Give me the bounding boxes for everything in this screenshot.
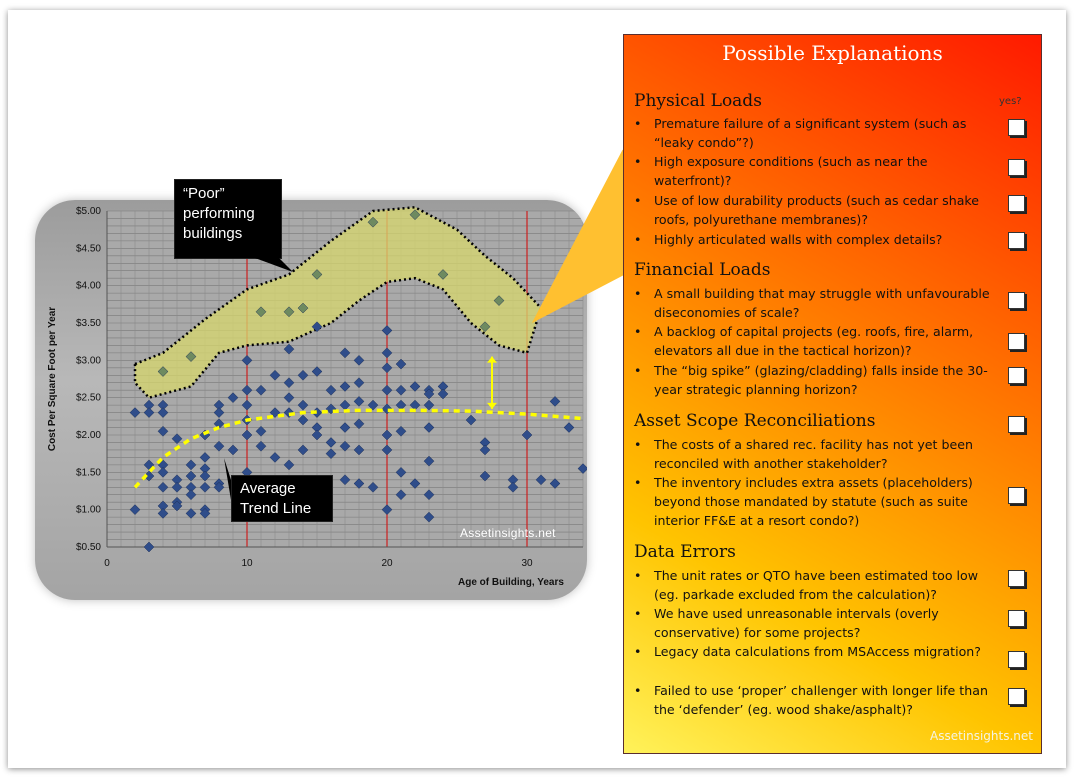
y-tick-label: $4.00 [75, 280, 101, 292]
checkbox-shared-facility[interactable] [1008, 416, 1025, 433]
checkbox-capital-backlog[interactable] [1008, 333, 1025, 350]
checkbox-legacy-data[interactable] [1008, 651, 1025, 668]
checkbox-extra-assets[interactable] [1008, 487, 1025, 504]
checkbox-big-spike[interactable] [1008, 367, 1025, 384]
y-tick-label: $3.00 [75, 355, 101, 367]
y-tick-label: $1.00 [75, 504, 101, 516]
x-tick-label: 20 [381, 558, 393, 569]
section-heading-physical-loads: Physical Loads [634, 91, 762, 111]
checkbox-unreasonable-intervals[interactable] [1008, 610, 1025, 627]
checkbox-unit-rates[interactable] [1008, 570, 1025, 587]
y-tick-label: $1.50 [75, 467, 101, 479]
checkbox-small-building[interactable] [1008, 292, 1025, 309]
yes-column-label: yes? [999, 96, 1022, 107]
y-tick-label: $5.00 [75, 206, 101, 217]
checkbox-low-durability[interactable] [1008, 195, 1025, 212]
x-axis-title: Age of Building, Years [458, 577, 564, 588]
checkbox-challenger[interactable] [1008, 688, 1025, 705]
checkbox-premature-failure[interactable] [1008, 119, 1025, 136]
y-tick-label: $3.50 [75, 318, 101, 329]
x-tick-label: 10 [241, 558, 253, 569]
y-tick-label: $4.50 [75, 243, 101, 255]
scatter-chart [35, 200, 587, 600]
checkbox-articulated-walls[interactable] [1008, 232, 1025, 249]
y-tick-label: $2.50 [75, 392, 101, 404]
y-tick-label: $2.00 [75, 430, 101, 441]
panel-title: Possible Explanations [722, 41, 943, 65]
section-heading-data-errors: Data Errors [634, 542, 736, 562]
trend-line-callout: Average Trend Line [231, 475, 333, 522]
panel-watermark: Assetinsights.net [929, 729, 1033, 743]
x-tick-label: 30 [521, 558, 533, 569]
chart-watermark: Assetinsights.net [460, 526, 556, 540]
explanations-panel: Possible Explanations yes? Physical Loads • Premature failure of a significant system (such as “leaky condo”?) • High exposure conditions (such as near the waterfront)? • Use of low durability products (such as cedar shake roofs, polyurethane membranes)? • Highly articulated walls with complex details? Financial Loads • A small building that may struggle with unfavourable diseconomies of scale? • A backlog of capital projects (eg. roofs, fire, alarm, elevators all due in the tactical horizon)? • The “big spike” (glazing/cladding) falls inside the 30-year strategic planning horizon? Asset Scope Reconciliations • The costs of a shared rec. facility has not yet been reconciled with another stakeholder? • The inventory includes extra assets (placeholders) beyond those mandated by statute (such as suite interior FF&E at a resort condo?) Data Errors • The unit rates or QTO have been estimated too low (eg. parkade excluded from the calculation)? • We have used unreasonable intervals (overly conservative) for some projects? • Legacy data calculations from MSAccess migration? • Failed to use ‘proper’ challenger with longer life than the ‘defender’ (eg. wood shake/asphalt)? Assetinsights.net [623, 34, 1042, 754]
y-tick-label: $0.50 [75, 542, 101, 553]
section-heading-financial-loads: Financial Loads [634, 260, 771, 280]
x-tick-label: 0 [104, 558, 110, 569]
chart-panel [35, 200, 587, 600]
y-axis-title: Cost Per Square Foot per Year [47, 306, 58, 452]
checkbox-high-exposure[interactable] [1008, 159, 1025, 176]
section-heading-asset-scope: Asset Scope Reconciliations [634, 411, 876, 431]
poor-buildings-callout: “Poor” performing buildings [174, 179, 282, 259]
